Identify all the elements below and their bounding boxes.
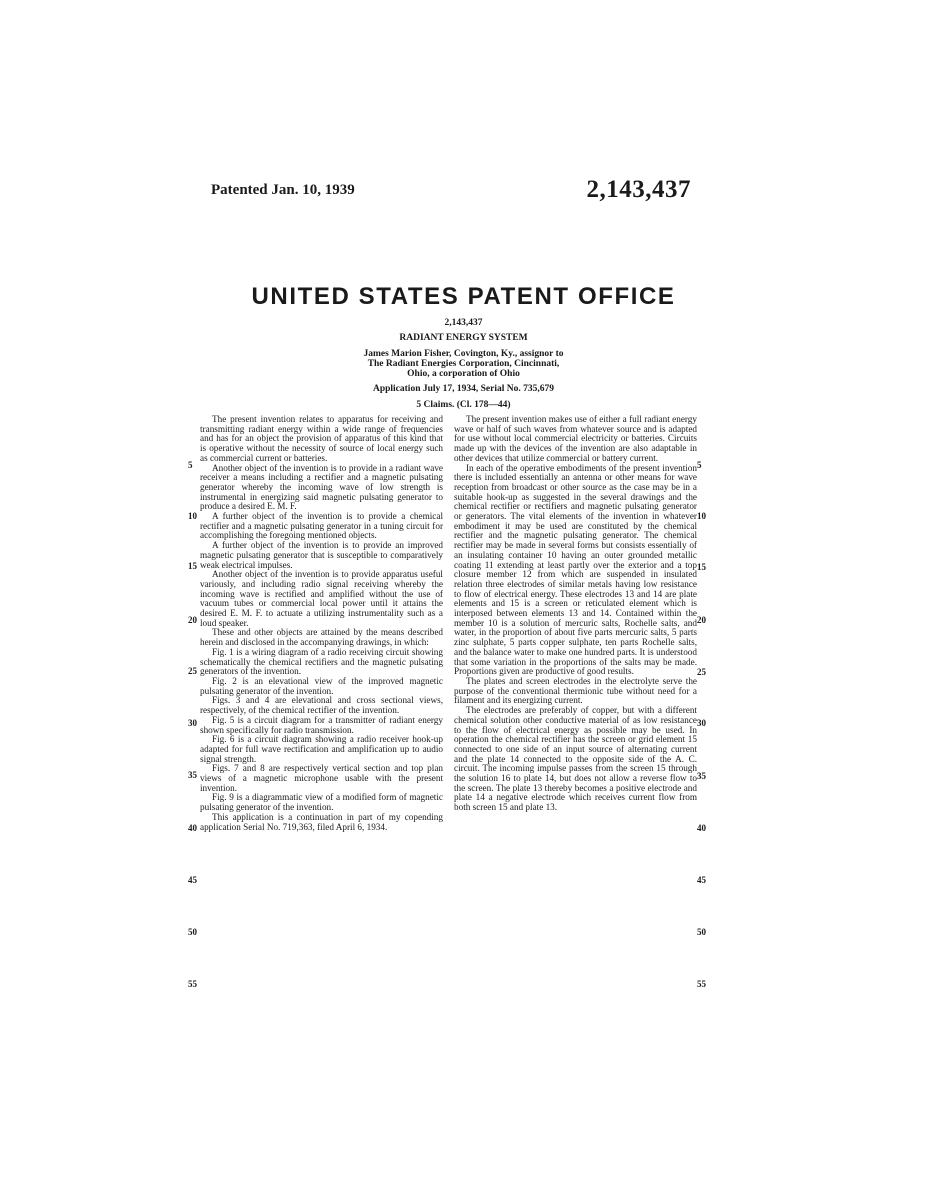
patent-number-small: 2,143,437 bbox=[444, 318, 483, 328]
line-number: 10 bbox=[697, 511, 706, 521]
line-number: 55 bbox=[188, 979, 197, 989]
line-number: 45 bbox=[188, 875, 197, 885]
right-column bbox=[454, 415, 697, 813]
paragraph: Fig. 1 is a wiring diagram of a radio receiving circuit showing schematically the chemical rectifiers and the magnetic pulsating generators of the invention. bbox=[200, 646, 443, 677]
line-number: 30 bbox=[188, 718, 197, 728]
paragraph: This application is a continuation in part of my copending application Serial No. 719,363, filed April 6, 1934. bbox=[200, 811, 443, 832]
paragraph: The electrodes are preferably of copper, but with a different chemical solution other conductive material of as low resistance to the flow of electrical energy as possible may be used. In operation the chemical rectifier has the screen or grid element 15 connected to one side of an input source of alternating current and the plate 14 connected to the opposite side of the A. C. circuit. The incoming impulse passes from the screen 15 through the solution 16 to plate 14, but does not allow a reverse flow to the screen. The plate 13 thereby becomes a positive electrode and plate 14 a negative electrode which receives current flow from both screen 15 and plate 13. bbox=[454, 705, 697, 813]
line-number: 40 bbox=[188, 823, 197, 833]
line-number: 50 bbox=[697, 927, 706, 937]
office-title: UNITED STATES PATENT OFFICE bbox=[251, 283, 676, 310]
patented-date: Patented Jan. 10, 1939 bbox=[211, 182, 355, 198]
line-number: 5 bbox=[697, 460, 702, 470]
line-number: 55 bbox=[697, 979, 706, 989]
inventor-line-3: Ohio, a corporation of Ohio bbox=[407, 369, 520, 379]
paragraph: Another object of the invention is to provide apparatus useful variously, and including radio signal receiving whereby the incoming wave is rectified and amplified without the use of vacuum tubes or commercial local power until it attains the desired E. M. F. to actuate a utilizing instrumentality such as a loud speaker. bbox=[200, 569, 443, 628]
paragraph: The present invention makes use of either a full radiant energy wave or half of such waves from whatever source and is adapted for use without local commercial electricity or batteries. Circuits made up with the devices of the invention are also adaptable in other devices that utilize commercial or battery current. bbox=[454, 414, 697, 463]
application-line: Application July 17, 1934, Serial No. 735,679 bbox=[372, 384, 555, 394]
claims-line: 5 Claims. (Cl. 178—44) bbox=[416, 400, 511, 410]
paragraph: These and other objects are attained by the means described herein and disclosed in the accompanying drawings, in which: bbox=[200, 627, 443, 648]
line-number: 45 bbox=[697, 875, 706, 885]
paragraph: The plates and screen electrodes in the electrolyte serve the purpose of the conventional thermionic tube without need for a filament and its energizing current. bbox=[454, 675, 697, 706]
inventor-line-2: The Radiant Energies Corporation, Cincinnati, bbox=[367, 359, 560, 369]
paragraph: Another object of the invention is to provide in a radiant wave receiver a means including a rectifier and a magnetic pulsating generator whereby the incoming wave of low strength is instrumental in energizing said magnetic pulsating generator to produce a desired E. M. F. bbox=[200, 462, 443, 512]
line-number: 20 bbox=[697, 615, 706, 625]
line-number: 15 bbox=[697, 562, 706, 572]
line-number: 35 bbox=[697, 771, 706, 781]
line-number: 40 bbox=[697, 823, 706, 833]
line-number: 35 bbox=[188, 770, 197, 780]
patent-number: 2,143,437 bbox=[586, 176, 691, 203]
line-number: 5 bbox=[188, 460, 193, 470]
line-number: 15 bbox=[188, 561, 197, 571]
paragraph: A further object of the invention is to provide an improved magnetic pulsating generator that is susceptible to comparatively weak electrical impulses. bbox=[200, 540, 443, 570]
inventor-line-1: James Marion Fisher, Covington, Ky., assignor to bbox=[363, 349, 564, 359]
paragraph: Fig. 5 is a circuit diagram for a transmitter of radiant energy shown specifically for radio transmission. bbox=[200, 714, 443, 735]
line-number: 20 bbox=[188, 615, 197, 625]
left-column bbox=[200, 415, 443, 832]
line-number: 50 bbox=[188, 927, 197, 937]
paragraph: Fig. 2 is an elevational view of the improved magnetic pulsating generator of the invention. bbox=[200, 675, 443, 696]
paragraph: Figs. 3 and 4 are elevational and cross sectional views, respectively, of the chemical rectifier of the invention. bbox=[200, 695, 443, 716]
paragraph: Figs. 7 and 8 are respectively vertical section and top plan views of a magnetic microphone usable with the present invention. bbox=[200, 763, 443, 793]
line-number: 30 bbox=[697, 718, 706, 728]
line-number: 25 bbox=[188, 666, 197, 676]
paragraph: Fig. 9 is a diagrammatic view of a modified form of magnetic pulsating generator of the invention. bbox=[200, 792, 443, 813]
invention-title: RADIANT ENERGY SYSTEM bbox=[399, 333, 528, 343]
paragraph: Fig. 6 is a circuit diagram showing a radio receiver hook-up adapted for full wave rectification and amplification up to audio signal strength. bbox=[200, 734, 443, 764]
paragraph: In each of the operative embodiments of the present invention there is included essentially an antenna or other means for wave reception from broadcast or other source as the case may be in a suitable hook-up as suggested in the several drawings and the chemical rectifier or rectifiers and magnetic pulsating generator or generators. The vital elements of the invention in whatever embodiment it may be used are constituted by the chemical rectifier and the magnetic pulsating generator. The chemical rectifier may be made in several forms but consists essentially of an insulating container 10 having an outer grounded metallic coating 11 extending at least partly over the exterior and a top closure member 12 from which are suspended in insulated relation three electrodes of similar metals having low resistance to flow of electrical energy. These electrodes 13 and 14 are plate elements and 15 is a screen or reticulated element which is interposed between elements 13 and 14. Contained within the member 10 is a solution of mercuric salts, Rochelle salts, and water, in the proportion of about five parts mercuric salts, 5 parts zinc sulphate, 5 parts copper sulphate, ten parts Rochelle salts, and the balance water to make one hundred parts. It is understood that some variation in the proportions of the salts may be made. Proportions given are productive of good results. bbox=[454, 462, 697, 677]
line-number: 10 bbox=[188, 511, 197, 521]
paragraph: A further object of the invention is to provide a chemical rectifier and a magnetic pulsating generator in a tuning circuit for accomplishing the foregoing mentioned objects. bbox=[200, 511, 443, 541]
line-number: 25 bbox=[697, 667, 706, 677]
paragraph: The present invention relates to apparatus for receiving and transmitting radiant energy within a wide range of frequencies and has for an object the provision of apparatus of this kind that is operative without the necessity of source of local energy such as commercial current or batteries. bbox=[200, 414, 443, 463]
